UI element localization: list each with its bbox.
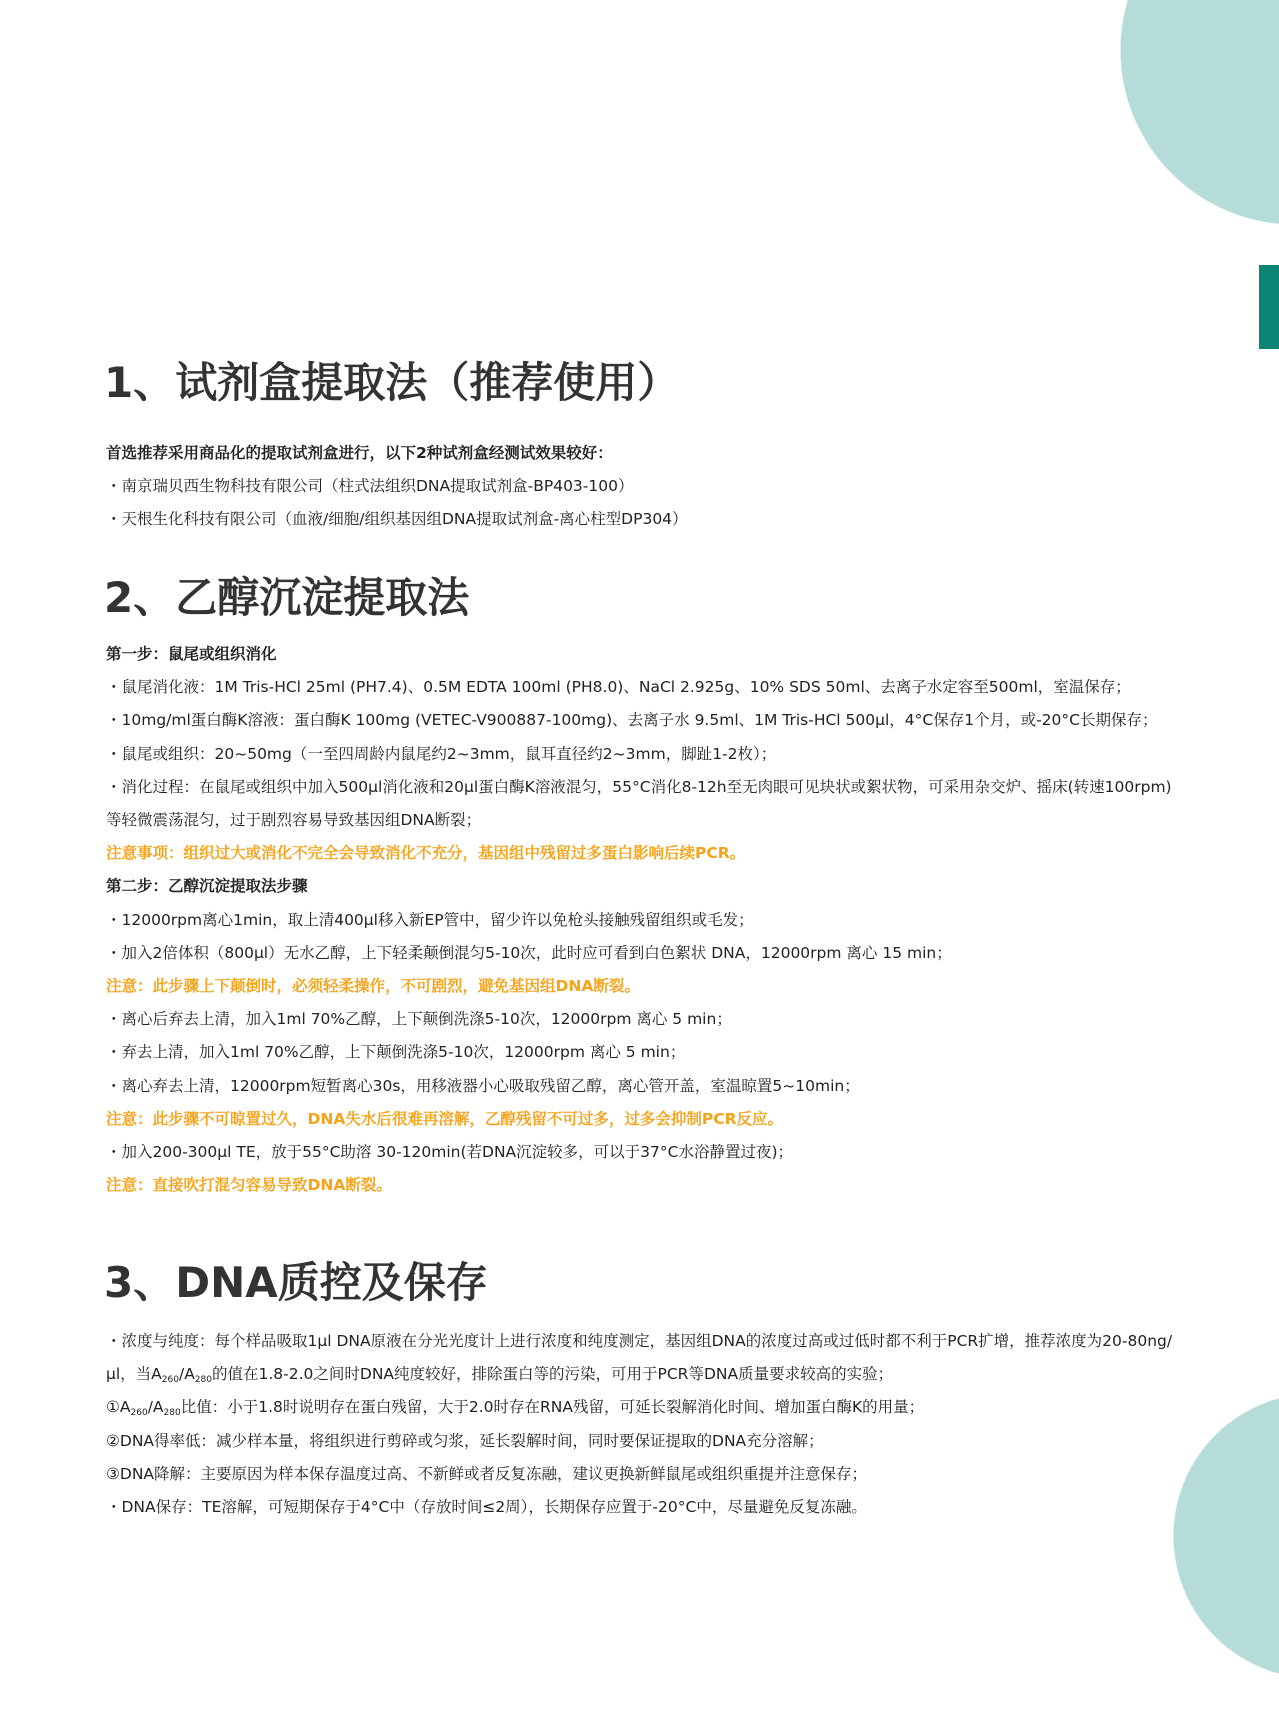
subscript: 260	[130, 1408, 148, 1419]
text: ・浓度与纯度：每个样品吸取1μl DNA原液在分光光度计上进行浓度和纯度测定，基因组DNA的浓度过高或过低时都不利于PCR扩增，推荐浓度为20-80ng/μl，当A	[106, 1332, 1173, 1384]
warning-note: 注意事项：组织过大或消化不完全会导致消化不充分，基因组中残留过多蛋白影响后续PCR。	[106, 844, 746, 863]
decorative-circle-bottom	[1173, 1393, 1279, 1679]
accent-bar	[1259, 265, 1279, 349]
list-item: ・天根生化科技有限公司（血液/细胞/组织基因组DNA提取试剂盒-离心柱型DP304）	[106, 510, 688, 529]
list-item: ・消化过程：在鼠尾或组织中加入500μl消化液和20μl蛋白酶K溶液混匀，55°C消化8-12h至无肉眼可见块状或絮状物，可采用杂交炉、摇床(转速100rpm)等轻微震荡混匀，过于剧烈容易导致基因组DNA断裂；	[106, 777, 1172, 830]
text: 的值在1.8-2.0之间时DNA纯度较好，排除蛋白等的污染，可用于PCR等DNA质量要求较高的实验；	[211, 1365, 894, 1384]
list-item: ・12000rpm离心1min，取上清400μl移入新EP管中，留少许以免枪头接触残留组织或毛发；	[106, 910, 754, 929]
section1-body	[106, 437, 1186, 537]
text: /A	[147, 1398, 164, 1417]
subscript: 260	[161, 1375, 179, 1386]
concentration-purity-paragraph	[106, 1325, 1186, 1391]
list-item: ・弃去上清，加入1ml 70%乙醇，上下颠倒洗涤5-10次，12000rpm 离心 5 min；	[106, 1043, 686, 1062]
subscript: 280	[194, 1375, 212, 1386]
list-item: ・鼠尾消化液：1M Tris-HCl 25ml (PH7.4)、0.5M EDTA 100ml (PH8.0)、NaCl 2.925g、10% SDS 50ml、去离子水定容至500ml，室温保存；	[106, 678, 1131, 697]
list-item: ・加入2倍体积（800μl）无水乙醇，上下轻柔颠倒混匀5-10次，此时应可看到白色絮状 DNA，12000rpm 离心 15 min；	[106, 943, 952, 962]
section2-title: 2、乙醇沉淀提取法	[104, 573, 470, 622]
decorative-circle-top	[1120, 0, 1279, 225]
section1-title: 1、试剂盒提取法（推荐使用）	[104, 358, 680, 407]
text: ①A	[106, 1398, 131, 1417]
section3-title: 3、DNA质控及保存	[104, 1258, 488, 1307]
list-item: ・鼠尾或组织：20~50mg（一至四周龄内鼠尾约2~3mm，鼠耳直径约2~3mm，脚趾1-2枚）；	[106, 744, 777, 763]
warning-note: 注意：此步骤上下颠倒时，必须轻柔操作，不可剧烈，避免基因组DNA断裂。	[106, 977, 640, 996]
section3-body	[106, 1325, 1186, 1524]
list-item: ・离心后弃去上清，加入1ml 70%乙醇，上下颠倒洗涤5-10次，12000rpm 离心 5 min；	[106, 1010, 732, 1029]
list-item: ・10mg/ml蛋白酶K溶液：蛋白酶K 100mg (VETEC-V900887-100mg)、去离子水 9.5ml、1M Tris-HCl 500μl，4°C保存1个月，或-20°C长期保存；	[106, 711, 1158, 730]
list-item: ・南京瑞贝西生物科技有限公司（柱式法组织DNA提取试剂盒-BP403-100）	[106, 477, 634, 496]
step1-title: 第一步：鼠尾或组织消化	[106, 645, 277, 663]
list-item: ②DNA得率低：减少样本量，将组织进行剪碎或匀浆，延长裂解时间，同时要保证提取的DNA充分溶解；	[106, 1431, 824, 1450]
list-item: ・加入200-300μl TE，放于55°C助溶 30-120min(若DNA沉淀较多，可以于37°C水浴静置过夜)；	[106, 1143, 793, 1162]
subscript: 280	[163, 1408, 181, 1419]
ratio-item	[106, 1391, 1186, 1424]
step2-title: 第二步：乙醇沉淀提取法步骤	[106, 877, 308, 896]
text: /A	[178, 1365, 195, 1384]
warning-note: 注意：直接吹打混匀容易导致DNA断裂。	[106, 1176, 392, 1195]
list-item: ・DNA保存：TE溶解，可短期保存于4°C中（存放时间≤2周），长期保存应置于-20°C中，尽量避免反复冻融。	[106, 1498, 867, 1517]
section2-body	[106, 638, 1186, 1202]
list-item: ・离心弃去上清，12000rpm短暂离心30s，用移液器小心吸取残留乙醇，离心管开盖，室温晾置5~10min；	[106, 1076, 860, 1095]
warning-note: 注意：此步骤不可晾置过久，DNA失水后很难再溶解，乙醇残留不可过多，过多会抑制PCR反应。	[106, 1109, 784, 1128]
section1-intro: 首选推荐采用商品化的提取试剂盒进行，以下2种试剂盒经测试效果较好：	[106, 444, 613, 462]
list-item: ③DNA降解：主要原因为样本保存温度过高、不新鲜或者反复冻融，建议更换新鲜鼠尾或组织重提并注意保存；	[106, 1464, 868, 1483]
text: 比值：小于1.8时说明存在蛋白残留，大于2.0时存在RNA残留，可延长裂解消化时间、增加蛋白酶K的用量；	[180, 1398, 925, 1417]
